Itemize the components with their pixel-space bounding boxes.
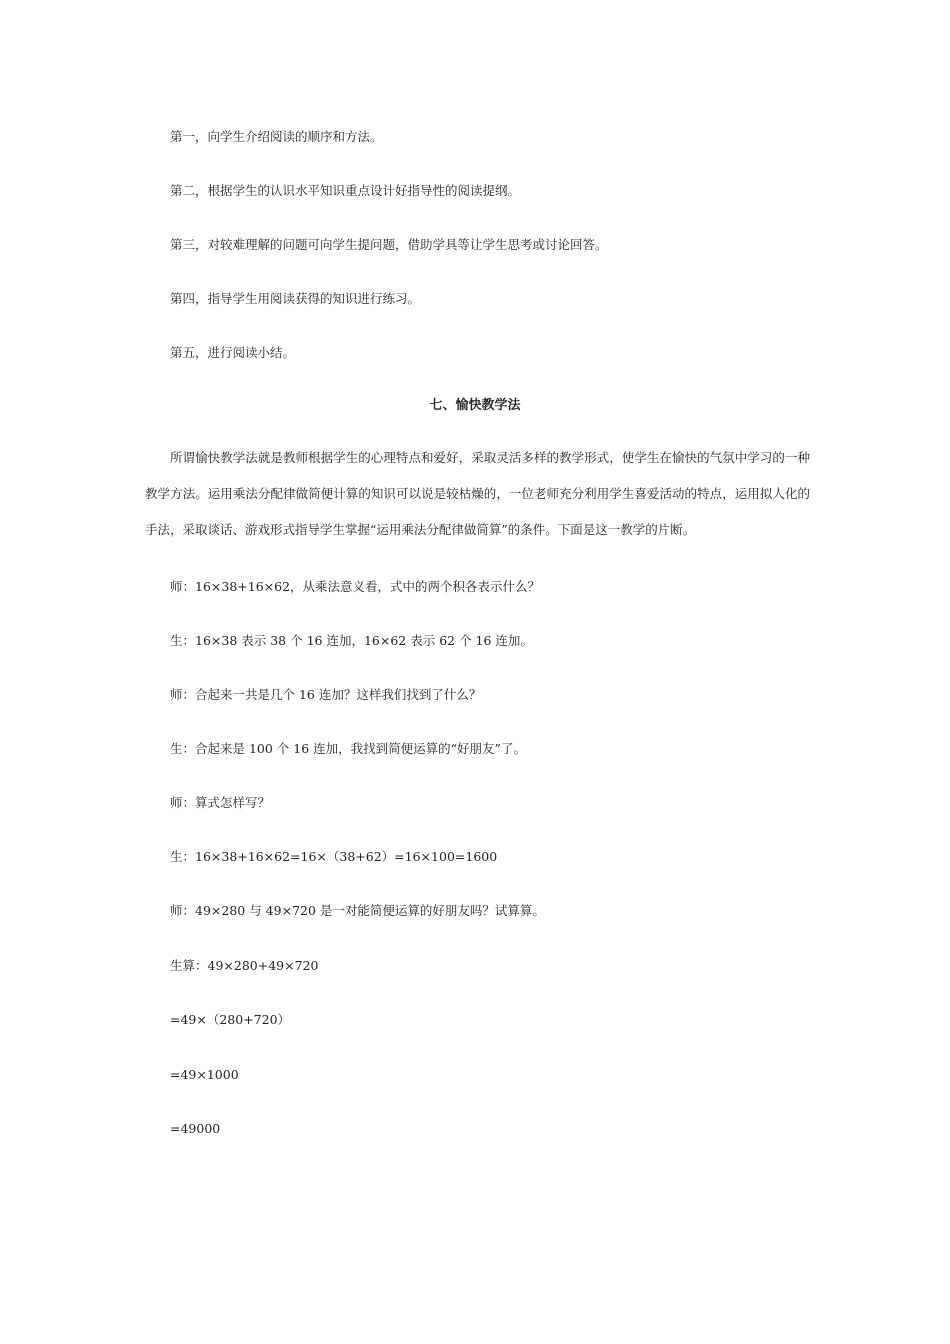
dialogue-line-3: 师：合起来一共是几个 16 连加？这样我们找到了什么？ bbox=[170, 687, 482, 702]
dialogue-line-1: 师：16×38+16×62，从乘法意义看，式中的两个积各表示什么？ bbox=[170, 579, 541, 594]
dialogue-line-10: =49×1000 bbox=[170, 1067, 239, 1082]
dialogue-line-4: 生：合起来是 100 个 16 连加，我找到简便运算的“好朋友”了。 bbox=[170, 741, 526, 756]
dialogue-line-5: 师：算式怎样写？ bbox=[170, 795, 271, 810]
dialogue-line-2: 生：16×38 表示 38 个 16 连加，16×62 表示 62 个 16 连加。 bbox=[170, 633, 533, 648]
step-2: 第二，根据学生的认识水平知识重点设计好指导性的阅读提纲。 bbox=[170, 183, 521, 198]
dialogue-line-7: 师：49×280 与 49×720 是一对能简便运算的好朋友吗？试算算。 bbox=[170, 903, 545, 918]
step-4: 第四，指导学生用阅读获得的知识进行练习。 bbox=[170, 291, 421, 306]
step-5: 第五，进行阅读小结。 bbox=[170, 345, 296, 360]
dialogue-line-11: =49000 bbox=[170, 1121, 221, 1136]
section-title: 七、愉快教学法 bbox=[429, 398, 521, 413]
dialogue-line-8: 生算：49×280+49×720 bbox=[170, 958, 319, 973]
step-3: 第三，对较难理解的问题可向学生提问题，借助学具等让学生思考或讨论回答。 bbox=[170, 237, 608, 252]
step-1: 第一，向学生介绍阅读的顺序和方法。 bbox=[170, 129, 383, 144]
intro-paragraph: 所谓愉快教学法就是教师根据学生的心理特点和爱好，采取灵活多样的教学形式，使学生在愉快的气氛中学习的一种教学方法。运用乘法分配律做简便计算的知识可以说是较枯燥的，一位老师充分利用学生喜爱活动的特点，运用拟人化的手法，采取谈话、游戏形式指导学生掌握“运用乘法分配律做简算”的条件。下面是这一教学的片断。 bbox=[145, 450, 810, 537]
dialogue-line-6: 生：16×38+16×62=16×（38+62）=16×100=1600 bbox=[170, 849, 498, 864]
dialogue-line-9: =49×（280+720） bbox=[170, 1012, 291, 1027]
